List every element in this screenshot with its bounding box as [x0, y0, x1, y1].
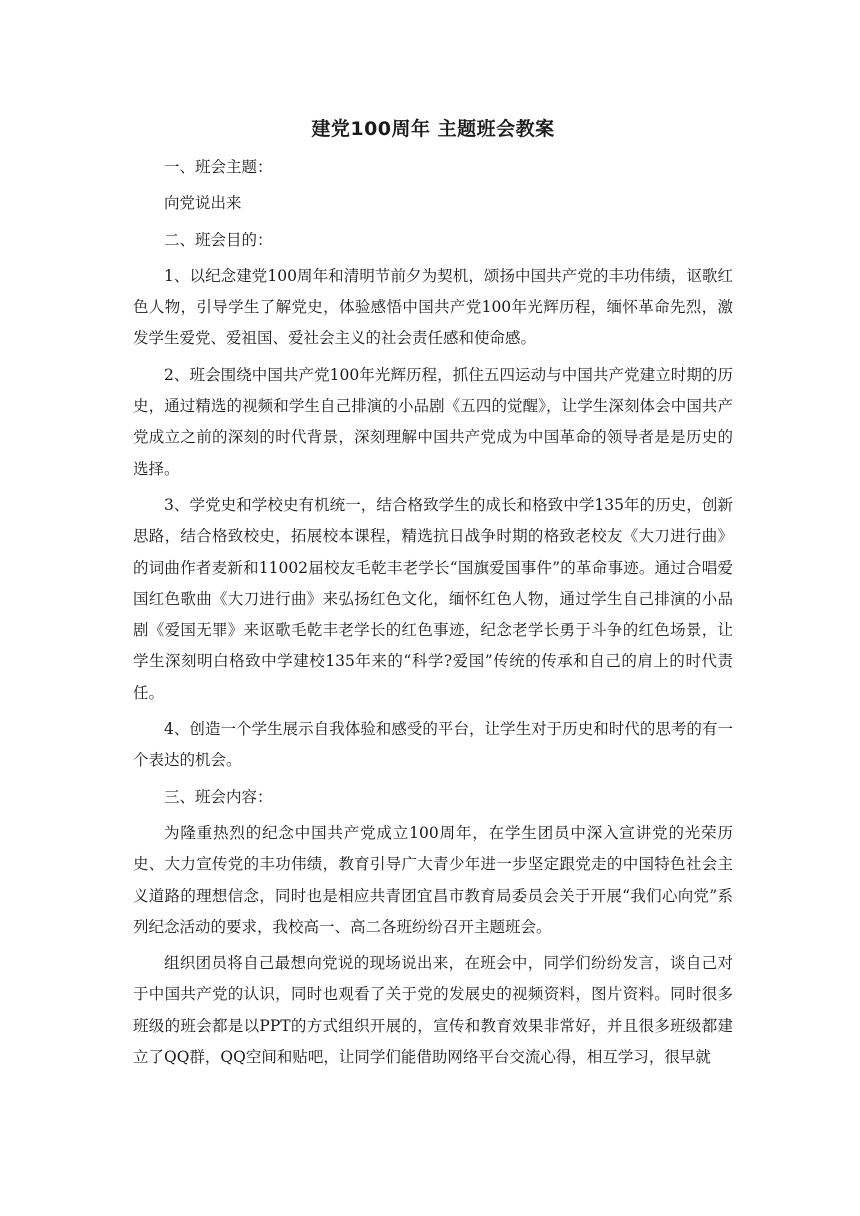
document-body: [133, 112, 733, 1078]
section-heading-theme: 一、班会主题：: [164, 158, 273, 176]
content-paragraph-1: 为隆重热烈的纪念中国共产党成立100周年，在学生团员中深入宣讲党的光荣历史、大力宣传党的丰功伟绩，教育引导广大青少年进一步坚定跟党走的中国特色社会主义道路的理想信念，同时也是相应共青团宜昌市教育局委员会关于开展“我们心向党”系列纪念活动的要求，我校高一、高二各班纷纷召开主题班会。: [133, 823, 733, 936]
section-heading-content: 三、班会内容：: [164, 787, 273, 806]
purpose-item-4: 4、创造一个学生展示自我体验和感受的平台，让学生对于历史和时代的思考的有一个表达的机会。: [133, 720, 733, 770]
purpose-item-2: 2、班会围绕中国共产党100年光辉历程，抓住五四运动与中国共产党建立时期的历史，通过精选的视频和学生自己排演的小品剧《五四的觉醒》，让学生深刻体会中国共产党成立之前的深刻的时代背景，深刻理解中国共产党成为中国革命的领导者是是历史的选择。: [133, 365, 733, 478]
content-paragraph-2: 组织团员将自己最想向党说的现场说出来，在班会中，同学们纷纷发言，谈自己对于中国共产党的认识，同时也观看了关于党的发展史的视频资料，图片资料。同时很多班级的班会都是以PPT的方式组织开展的，宣传和教育效果非常好，并且很多班级都建立了QQ群，QQ空间和贴吧，让同学们能借助网络平台交流心得，相互学习，很早就: [133, 954, 733, 1067]
purpose-item-3: 3、学党史和学校史有机统一，结合格致学生的成长和格致中学135年的历史，创新思路，结合格致校史，拓展校本课程，精选抗日战争时期的格致老校友《大刀进行曲》的词曲作者麦新和11002届校友毛乾丰老学长“国旗爱国事件”的革命事迹。通过合唱爱国红色歌曲《大刀进行曲》来弘扬红色文化，缅怀红色人物，通过学生自己排演的小品剧《爱国无罪》来讴歌毛乾丰老学长的红色事迹，纪念老学长勇于斗争的红色场景，让学生深刻明白格致中学建校135年来的“科学?爱国”传统的传承和自己的肩上的时代责任。: [133, 495, 733, 702]
document-title: 建党100周年 主题班会教案: [311, 118, 555, 140]
section-heading-purpose: 二、班会目的：: [164, 230, 273, 249]
theme-text: 向党说出来: [164, 194, 242, 213]
purpose-item-1: 1、以纪念建党100周年和清明节前夕为契机，颂扬中国共产党的丰功伟绩，讴歌红色人物，引导学生了解党史，体验感悟中国共产党100年光辉历程，缅怀革命先烈，激发学生爱党、爱祖国、爱社会主义的社会责任感和使命感。: [133, 266, 733, 348]
